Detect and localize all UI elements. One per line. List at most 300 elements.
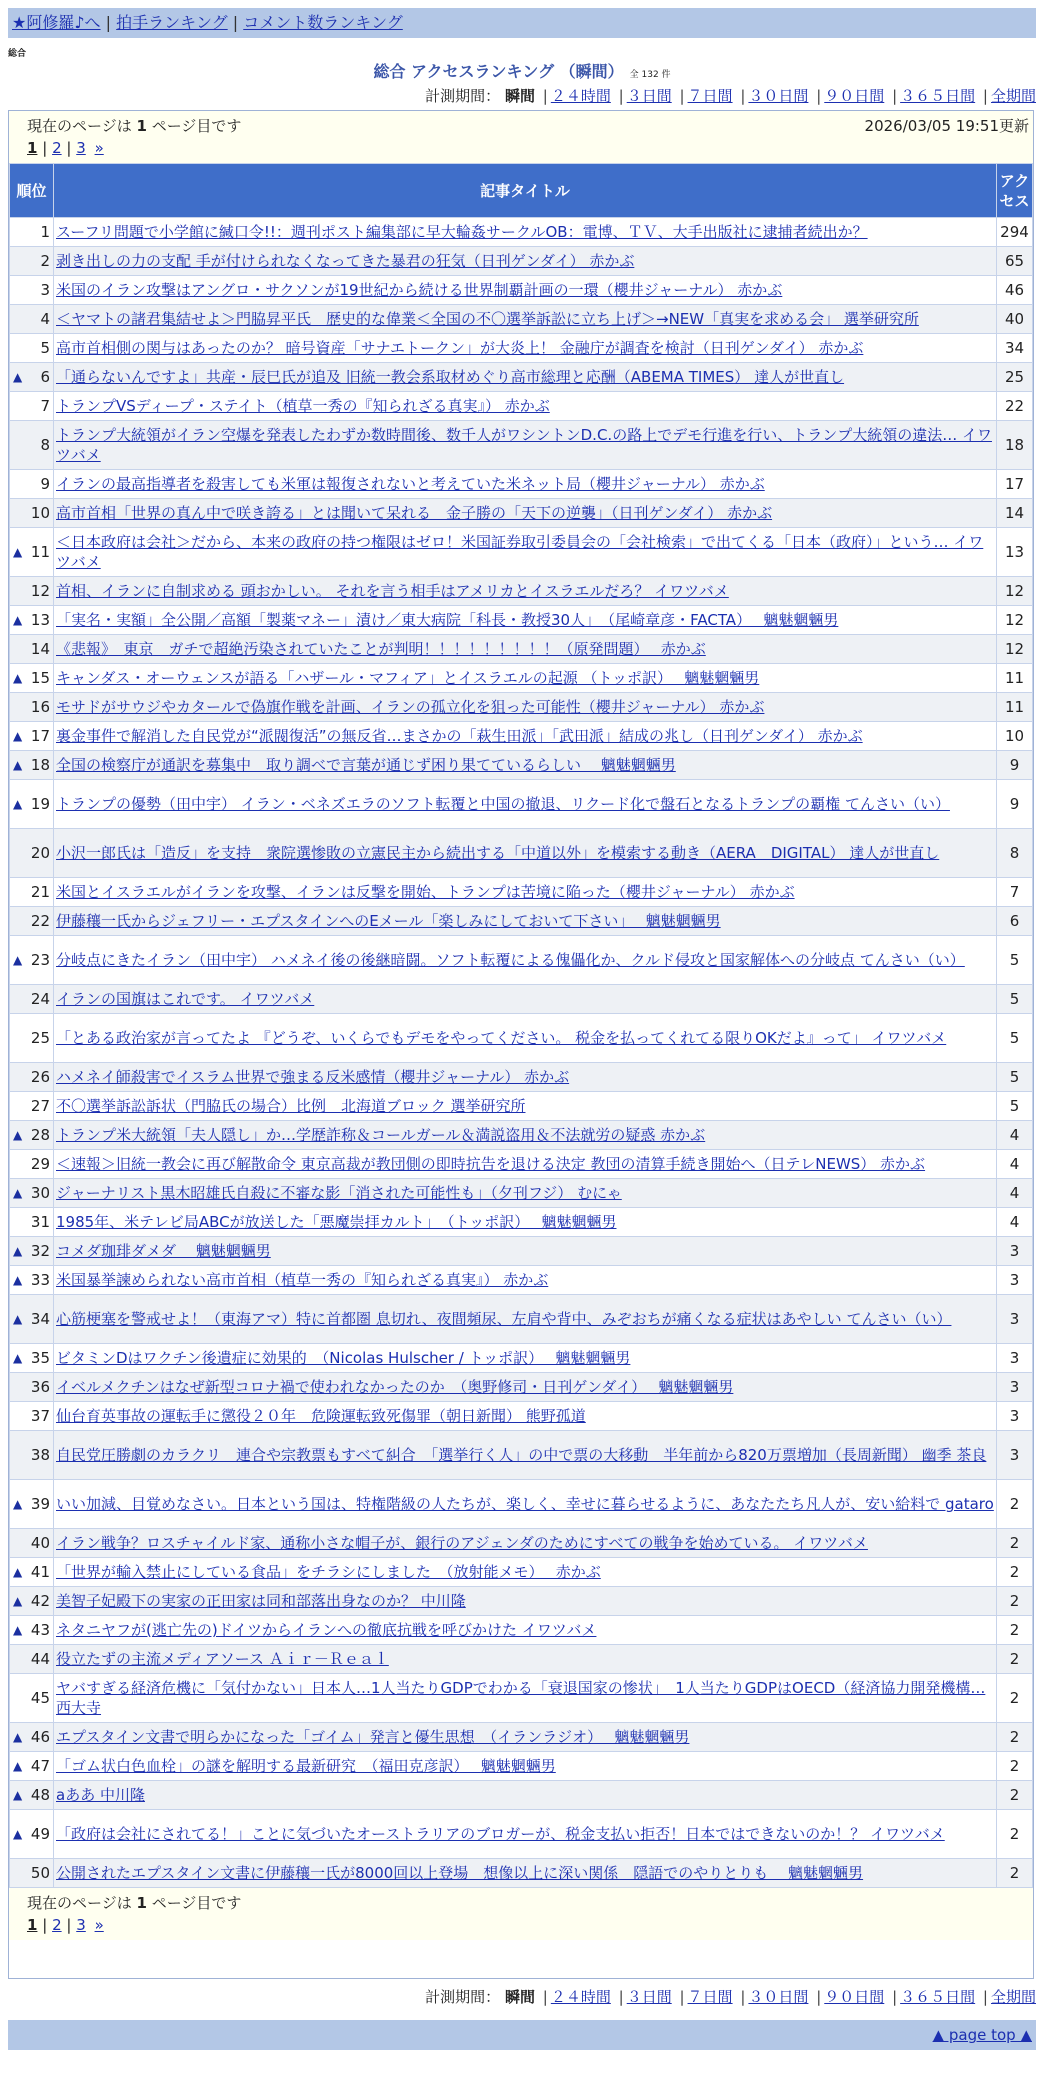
title-cell — [54, 1014, 997, 1063]
rank-header: 順位 — [10, 164, 54, 218]
title-cell — [54, 1150, 997, 1179]
table-row — [10, 1616, 1033, 1645]
up-arrow-icon: ▲ — [13, 1565, 23, 1579]
access-count: 2 — [997, 1723, 1033, 1752]
table-row — [10, 1179, 1033, 1208]
rank-number: 40 — [30, 1534, 50, 1552]
total-count: 全 132 件 — [629, 70, 671, 80]
rank-cell — [10, 722, 54, 751]
rank-number: 45 — [30, 1689, 50, 1707]
page-title: 総合 アクセスランキング （瞬間） — [373, 62, 624, 81]
access-count: 7 — [997, 878, 1033, 907]
article-link[interactable]: 役立たずの主流メディアソース Ａｉｒ－Ｒｅａｌ — [56, 1650, 389, 1668]
rank-cell — [10, 1402, 54, 1431]
pagination: 1 | 2 | 3 » — [27, 139, 104, 157]
table-row — [10, 499, 1033, 528]
article-link[interactable]: エプスタイン文書で明らかになった「ゴイム」発言と優生思想 （イランラジオ） 魑魅魍魎男 — [56, 1728, 690, 1746]
rank-number: 22 — [30, 912, 50, 930]
period-selector-bottom: 計測期間： 瞬間 | ２４時間 | ３日間 | ７日間 | ３０日間 | ９０日間 | ３６５日間 | 全期間 — [425, 1988, 1036, 2006]
rank-cell — [10, 334, 54, 363]
rank-number: 50 — [30, 1864, 50, 1882]
access-count: 9 — [997, 780, 1033, 829]
table-row — [10, 577, 1033, 606]
rank-number: 32 — [30, 1242, 50, 1260]
article-link[interactable]: トランプ米大統領「夫人隠し」か…学歴詐称＆コールガール＆満説盗用＆不法就労の疑惑 赤かぶ — [56, 1126, 706, 1144]
title-cell — [54, 247, 997, 276]
page-current: 1 — [27, 1916, 38, 1934]
period-3d[interactable]: ３日間 — [626, 87, 672, 105]
rank-number: 19 — [30, 795, 50, 813]
clap-ranking-link[interactable]: 拍手ランキング — [116, 13, 228, 32]
title-cell — [54, 1752, 997, 1781]
access-count: 13 — [997, 528, 1033, 577]
up-arrow-icon: ▲ — [13, 370, 23, 384]
rank-number: 43 — [30, 1621, 50, 1639]
rank-cell — [10, 829, 54, 878]
up-arrow-icon: ▲ — [13, 1186, 23, 1200]
article-link[interactable]: 「とある政治家が言ってたよ 『どうぞ、いくらでもデモをやってください。 税金を払ってくれてる限りOKだよ』って」 イワツバメ — [56, 1029, 947, 1047]
title-cell — [54, 1295, 997, 1344]
rank-number: 20 — [30, 844, 50, 862]
table-row — [10, 1674, 1033, 1723]
rank-number: 3 — [40, 281, 50, 299]
page-3-link[interactable]: 3 — [76, 1916, 86, 1934]
rank-cell — [10, 1344, 54, 1373]
page-top-link[interactable]: ▲ page top ▲ — [932, 2026, 1032, 2044]
table-row — [10, 664, 1033, 693]
rank-cell — [10, 1674, 54, 1723]
table-row — [10, 1752, 1033, 1781]
rank-cell — [10, 305, 54, 334]
rank-number: 48 — [30, 1786, 50, 1804]
title-cell — [54, 218, 997, 247]
access-count: 2 — [997, 1558, 1033, 1587]
access-count: 2 — [997, 1781, 1033, 1810]
access-count: 65 — [997, 247, 1033, 276]
rank-cell — [10, 1616, 54, 1645]
title-cell — [54, 1266, 997, 1295]
article-link[interactable]: ハメネイ師殺害でイスラム世界で強まる反米感情（櫻井ジャーナル） 赤かぶ — [56, 1068, 570, 1086]
page-3-link[interactable]: 3 — [76, 139, 86, 157]
article-link[interactable]: 高市首相側の関与はあったのか？ 暗号資産「サナエトークン」が大炎上！ 金融庁が調査を検討（日刊ゲンダイ） 赤かぶ — [56, 339, 864, 357]
rank-cell — [10, 1014, 54, 1063]
table-row — [10, 392, 1033, 421]
article-link[interactable]: 心筋梗塞を警戒せよ！（東海アマ）特に首都圏 息切れ、夜間頻尿、左肩や背中、みぞおちが痛くなる症状はあやしい てんさい（い） — [56, 1310, 952, 1328]
rank-number: 8 — [40, 436, 50, 454]
table-row — [10, 693, 1033, 722]
title-cell — [54, 1121, 997, 1150]
article-link[interactable]: トランプの優勢（田中宇） イラン・ベネズエラのソフト転覆と中国の撤退、リクード化で盤石となるトランプの覇権 てんさい（い） — [56, 795, 950, 813]
rank-number: 44 — [30, 1650, 50, 1668]
title-cell — [54, 878, 997, 907]
table-row — [10, 1781, 1033, 1810]
rank-number: 34 — [30, 1310, 50, 1328]
title-cell — [54, 1237, 997, 1266]
article-link[interactable]: 「世界が輸入禁止にしている食品」をチラシにしました （放射能メモ） 赤かぶ — [56, 1563, 601, 1581]
article-link[interactable]: 高市首相「世界の真ん中で咲き誇る」とは聞いて呆れる 金子勝の「天下の逆襲」（日刊ゲンダイ） 赤かぶ — [56, 504, 773, 522]
rank-cell — [10, 1092, 54, 1121]
rank-cell — [10, 936, 54, 985]
article-link[interactable]: ＜ヤマトの諸君集結せよ＞門脇昇平氏 歴史的な偉業＜全国の不〇選挙訴訟に立ち上げ＞→NEW「真実を求める会」 選挙研究所 — [56, 310, 919, 328]
article-link[interactable]: 剥き出しの力の支配 手が付けられなくなってきた暴君の狂気（日刊ゲンダイ） 赤かぶ — [56, 252, 635, 270]
rank-cell — [10, 1587, 54, 1616]
rank-number: 17 — [30, 727, 50, 745]
up-arrow-icon: ▲ — [13, 1312, 23, 1326]
rank-number: 23 — [30, 951, 50, 969]
table-row — [10, 421, 1033, 470]
table-row — [10, 528, 1033, 577]
access-count: 2 — [997, 1859, 1033, 1888]
rank-number: 5 — [40, 339, 50, 357]
article-link[interactable]: aああ 中川隆 — [56, 1786, 145, 1804]
article-link[interactable]: 米国のイラン攻撃はアングロ・サクソンが19世紀から続ける世界制覇計画の一環（櫻井ジャーナル） 赤かぶ — [56, 281, 783, 299]
rank-number: 18 — [30, 756, 50, 774]
table-row — [10, 829, 1033, 878]
current-page-text: 現在のページは 1 ページ目です — [27, 1894, 242, 1912]
page-title-row — [8, 62, 1036, 85]
rank-cell — [10, 1237, 54, 1266]
article-link[interactable]: スーフリ問題で小学館に緘口令!!：週刊ポスト編集部に早大輪姦サークルOB：電博、ＴＶ、大手出版社に逮捕者続出か？ — [56, 223, 868, 241]
title-cell — [54, 1674, 997, 1723]
up-arrow-icon: ▲ — [13, 729, 23, 743]
title-cell — [54, 1810, 997, 1859]
access-count: 2 — [997, 1645, 1033, 1674]
title-cell — [54, 751, 997, 780]
ranking-box — [8, 110, 1034, 1979]
title-cell — [54, 606, 997, 635]
access-count: 3 — [997, 1344, 1033, 1373]
access-count: 3 — [997, 1295, 1033, 1344]
up-arrow-icon: ▲ — [13, 1730, 23, 1744]
article-link[interactable]: ネタニヤフが(逃亡先の)ドイツからイランへの徹底抗戦を呼びかけた イワツバメ — [56, 1621, 597, 1639]
title-cell — [54, 907, 997, 936]
rank-number: 24 — [30, 990, 50, 1008]
rank-number: 38 — [30, 1446, 50, 1464]
title-header: 記事タイトル — [54, 164, 997, 218]
up-arrow-icon: ▲ — [13, 758, 23, 772]
period-30d[interactable]: ３０日間 — [748, 1988, 809, 2006]
rank-cell — [10, 751, 54, 780]
title-cell — [54, 470, 997, 499]
rank-cell — [10, 1480, 54, 1529]
rank-number: 46 — [30, 1728, 50, 1746]
rank-cell — [10, 693, 54, 722]
next-page-link[interactable]: » — [94, 1916, 104, 1934]
up-arrow-icon: ▲ — [13, 1623, 23, 1637]
table-row — [10, 606, 1033, 635]
rank-cell — [10, 528, 54, 577]
table-row — [10, 1529, 1033, 1558]
title-cell — [54, 1063, 997, 1092]
title-cell — [54, 1558, 997, 1587]
period-365d[interactable]: ３６５日間 — [900, 87, 976, 105]
up-arrow-icon: ▲ — [13, 545, 23, 559]
article-link[interactable]: 裏金事件で解消した自民党が“派閥復活”の無反省…まさかの「萩生田派」「武田派」結成の兆し（日刊ゲンダイ） 赤かぶ — [56, 727, 863, 745]
period-selector-top: 計測期間： 瞬間 | ２４時間 | ３日間 | ７日間 | ３０日間 | ９０日間 | ３６５日間 | 全期間 — [425, 87, 1036, 105]
rank-number: 26 — [30, 1068, 50, 1086]
title-cell — [54, 936, 997, 985]
table-row — [10, 1645, 1033, 1674]
title-cell — [54, 577, 997, 606]
rank-cell — [10, 1781, 54, 1810]
table-row — [10, 985, 1033, 1014]
rank-cell — [10, 1208, 54, 1237]
access-count: 5 — [997, 1014, 1033, 1063]
rank-number: 25 — [30, 1029, 50, 1047]
article-link[interactable]: 「ゴム状白色血栓」の謎を解明する最新研究 （福田克彦訳） 魑魅魍魎男 — [56, 1757, 556, 1775]
article-link[interactable]: 米国暴挙諫められない高市首相（植草一秀の『知られざる真実』） 赤かぶ — [56, 1271, 549, 1289]
title-cell — [54, 334, 997, 363]
period-3d[interactable]: ３日間 — [626, 1988, 672, 2006]
article-link[interactable]: 仙台育英事故の運転手に懲役２０年 危険運転致死傷罪（朝日新聞） 熊野孤道 — [56, 1407, 586, 1425]
article-link[interactable]: キャンダス・オーウェンスが語る「ハザール・マフィア」とイスラエルの起源 （トッポ訳） 魑魅魍魎男 — [56, 669, 760, 687]
table-row — [10, 276, 1033, 305]
table-row — [10, 305, 1033, 334]
access-count: 2 — [997, 1616, 1033, 1645]
access-count: 46 — [997, 276, 1033, 305]
access-count: 2 — [997, 1587, 1033, 1616]
rank-number: 16 — [30, 698, 50, 716]
rank-number: 49 — [30, 1825, 50, 1843]
updated-time: 2026/03/05 19:51更新 — [864, 117, 1029, 135]
up-arrow-icon: ▲ — [13, 671, 23, 685]
access-count: 2 — [997, 1752, 1033, 1781]
article-link[interactable]: 不〇選挙訴訟訴状（門脇氏の場合）比例 北海道ブロック 選挙研究所 — [56, 1097, 526, 1115]
rank-cell — [10, 1121, 54, 1150]
rank-number: 1 — [40, 223, 50, 241]
access-count: 40 — [997, 305, 1033, 334]
access-count: 294 — [997, 218, 1033, 247]
up-arrow-icon: ▲ — [13, 953, 23, 967]
up-arrow-icon: ▲ — [13, 797, 23, 811]
article-link[interactable]: 首相、イランに自制求める 頭おかしい。 それを言う相手はアメリカとイスラエルだろ？ イワツバメ — [56, 582, 729, 600]
rank-number: 47 — [30, 1757, 50, 1775]
title-cell — [54, 1402, 997, 1431]
next-page-link[interactable]: » — [94, 139, 104, 157]
category-heading: 総合 — [8, 49, 27, 59]
access-count: 25 — [997, 363, 1033, 392]
up-arrow-icon: ▲ — [13, 1128, 23, 1142]
title-cell — [54, 392, 997, 421]
footer-bar — [8, 2020, 1036, 2050]
table-row — [10, 878, 1033, 907]
title-cell — [54, 664, 997, 693]
article-link[interactable]: 小沢一郎氏は「造反」を支持 衆院選惨敗の立憲民主から続出する「中道以外」を模索する動き（AERA DIGITAL） 達人が世直し — [56, 844, 940, 862]
article-link[interactable]: 美智子妃殿下の実家の正田家は同和部落出身なのか？ 中川隆 — [56, 1592, 466, 1610]
article-link[interactable]: 公開されたエプスタイン文書に伊藤穰一氏が8000回以上登場 想像以上に深い関係 隠語でのやりとりも 魑魅魍魎男 — [56, 1864, 864, 1882]
rank-cell — [10, 392, 54, 421]
table-row — [10, 1558, 1033, 1587]
rank-cell — [10, 1529, 54, 1558]
article-link[interactable]: いい加減、目覚めなさい。日本という国は、特権階級の人たちが、楽しく、幸せに暮らせるように、あなたたち凡人が、安い給料で gataro — [56, 1495, 994, 1513]
article-link[interactable]: 米国とイスラエルがイランを攻撃、イランは反撃を開始、トランプは苦境に陥った（櫻井ジャーナル） 赤かぶ — [56, 883, 795, 901]
article-link[interactable]: イラン戦争？ロスチャイルド家、通称小さな帽子が、銀行のアジェンダのためにすべての戦争を始めている。 イワツバメ — [56, 1534, 868, 1552]
table-row — [10, 1237, 1033, 1266]
article-link[interactable]: 分岐点にきたイラン（田中宇） ハメネイ後の後継暗闘。ソフト転覆による傀儡化か、クルド侵攻と国家解体への分岐点 てんさい（い） — [56, 951, 965, 969]
rank-number: 39 — [30, 1495, 50, 1513]
rank-cell — [10, 1179, 54, 1208]
table-row — [10, 1859, 1033, 1888]
home-link[interactable]: ★阿修羅♪へ — [12, 13, 101, 32]
article-link[interactable]: 「政府は会社にされてる！」ことに気づいたオーストラリアのブロガーが、税金支払い拒否！日本ではできないのか！？ イワツバメ — [56, 1825, 945, 1843]
article-link[interactable]: モサドがサウジやカタールで偽旗作戦を計画、イランの孤立化を狙った可能性（櫻井ジャーナル） 赤かぶ — [56, 698, 765, 716]
table-row — [10, 363, 1033, 392]
rank-number: 6 — [40, 368, 50, 386]
access-count: 22 — [997, 392, 1033, 421]
access-count: 4 — [997, 1208, 1033, 1237]
rank-cell — [10, 606, 54, 635]
article-link[interactable]: イベルメクチンはなぜ新型コロナ禍で使われなかったのか （奥野修司・日刊ゲンダイ） 魑魅魍魎男 — [56, 1378, 734, 1396]
rank-cell — [10, 635, 54, 664]
period-7d[interactable]: ７日間 — [687, 1988, 733, 2006]
top-nav — [8, 8, 1036, 38]
access-count: 5 — [997, 1092, 1033, 1121]
article-link[interactable]: 1985年、米テレビ局ABCが放送した「悪魔崇拝カルト」 （トッポ訳） 魑魅魍魎男 — [56, 1213, 617, 1231]
period-current: 瞬間 — [504, 1988, 535, 2006]
rank-cell — [10, 1266, 54, 1295]
period-24h[interactable]: ２４時間 — [550, 87, 611, 105]
table-row — [10, 722, 1033, 751]
rank-number: 31 — [30, 1213, 50, 1231]
period-7d[interactable]: ７日間 — [687, 87, 733, 105]
period-all[interactable]: 全期間 — [990, 1988, 1036, 2006]
access-count: 3 — [997, 1402, 1033, 1431]
access-count: 12 — [997, 577, 1033, 606]
rank-cell — [10, 218, 54, 247]
title-cell — [54, 1723, 997, 1752]
article-link[interactable]: イランの国旗はこれです。 イワツバメ — [56, 990, 315, 1008]
up-arrow-icon: ▲ — [13, 1351, 23, 1365]
rank-cell — [10, 499, 54, 528]
title-cell — [54, 276, 997, 305]
access-count: 3 — [997, 1266, 1033, 1295]
rank-number: 35 — [30, 1349, 50, 1367]
access-count: 3 — [997, 1237, 1033, 1266]
rank-cell — [10, 1373, 54, 1402]
title-cell — [54, 1344, 997, 1373]
table-row — [10, 1014, 1033, 1063]
up-arrow-icon: ▲ — [13, 1788, 23, 1802]
up-arrow-icon: ▲ — [13, 613, 23, 627]
rank-number: 29 — [30, 1155, 50, 1173]
rank-cell — [10, 247, 54, 276]
table-row — [10, 1431, 1033, 1480]
title-cell — [54, 985, 997, 1014]
period-90d[interactable]: ９０日間 — [824, 1988, 885, 2006]
period-all[interactable]: 全期間 — [990, 87, 1036, 105]
table-row — [10, 334, 1033, 363]
comment-ranking-link[interactable]: コメント数ランキング — [243, 13, 403, 32]
article-link[interactable]: ビタミンDはワクチン後遺症に効果的 （Nicolas Hulscher / トッポ訳） 魑魅魍魎男 — [56, 1349, 631, 1367]
title-cell — [54, 1092, 997, 1121]
period-24h[interactable]: ２４時間 — [550, 1988, 611, 2006]
access-count: 11 — [997, 693, 1033, 722]
rank-number: 42 — [30, 1592, 50, 1610]
access-count: 12 — [997, 635, 1033, 664]
table-row — [10, 907, 1033, 936]
rank-number: 10 — [30, 504, 50, 522]
table-row — [10, 1373, 1033, 1402]
article-link[interactable]: ジャーナリスト黒木昭雄氏自殺に不審な影「消された可能性も」（夕刊フジ） むにゃ — [56, 1184, 622, 1202]
rank-cell — [10, 907, 54, 936]
access-count: 9 — [997, 751, 1033, 780]
page-current: 1 — [27, 139, 38, 157]
title-cell — [54, 1373, 997, 1402]
table-row — [10, 936, 1033, 985]
period-90d[interactable]: ９０日間 — [824, 87, 885, 105]
access-count: 2 — [997, 1529, 1033, 1558]
page-2-link[interactable]: 2 — [52, 139, 62, 157]
rank-number: 21 — [30, 883, 50, 901]
table-row — [10, 1480, 1033, 1529]
access-count: 34 — [997, 334, 1033, 363]
article-link[interactable]: 全国の検察庁が通訳を募集中 取り調べで言葉が通じず困り果てているらしい 魑魅魍魎男 — [56, 756, 676, 774]
rank-cell — [10, 1723, 54, 1752]
ranking-rows — [10, 218, 1033, 1888]
rank-cell — [10, 421, 54, 470]
title-cell — [54, 693, 997, 722]
access-count: 5 — [997, 985, 1033, 1014]
rank-cell — [10, 1558, 54, 1587]
title-cell — [54, 1529, 997, 1558]
page-2-link[interactable]: 2 — [52, 1916, 62, 1934]
access-count: 4 — [997, 1179, 1033, 1208]
title-cell — [54, 780, 997, 829]
article-link[interactable]: ＜速報＞旧統一教会に再び解散命令 東京高裁が教団側の即時抗告を退ける決定 教団の清算手続き開始へ（日テレNEWS） 赤かぶ — [56, 1155, 926, 1173]
up-arrow-icon: ▲ — [13, 1759, 23, 1773]
rank-cell — [10, 1810, 54, 1859]
article-link[interactable]: コメダ珈琲ダメダ 魑魅魍魎男 — [56, 1242, 271, 1260]
article-link[interactable]: 「通らないんですよ」共産・辰巳氏が追及 旧統一教会系取材めぐり高市総理と応酬（ABEMA TIMES） 達人が世直し — [56, 368, 845, 386]
article-link[interactable]: ＜日本政府は会社＞だから、本来の政府の持つ権限はゼロ！米国証券取引委員会の「会社検索」で出てくる「日本（政府）」という… イワツバメ — [56, 533, 984, 571]
article-link[interactable]: イランの最高指導者を殺害しても米軍は報復されないと考えていた米ネット局（櫻井ジャーナル） 赤かぶ — [56, 475, 765, 493]
article-link[interactable]: 伊藤穰一氏からジェフリー・エプスタインへのEメール「楽しみにしておいて下さい」 魑魅魍魎男 — [56, 912, 721, 930]
title-cell — [54, 1587, 997, 1616]
access-count: 18 — [997, 421, 1033, 470]
article-link[interactable]: 自民党圧勝劇のカラクリ 連合や宗教票もすべて糾合 「選挙行く人」の中で票の大移動 半年前から820万票増加（長周新聞） 幽季 茶良 — [56, 1446, 987, 1464]
rank-cell — [10, 1295, 54, 1344]
period-365d[interactable]: ３６５日間 — [900, 1988, 976, 2006]
title-cell — [54, 635, 997, 664]
title-cell — [54, 1781, 997, 1810]
article-link[interactable]: 「実名・実額」全公開／高額「製薬マネー」漬け／東大病院「科長・教授30人」 （尾崎章彦・FACTA） 魑魅魍魎男 — [56, 611, 839, 629]
period-30d[interactable]: ３０日間 — [748, 87, 809, 105]
access-count: 5 — [997, 936, 1033, 985]
rank-number: 28 — [30, 1126, 50, 1144]
access-count: 12 — [997, 606, 1033, 635]
table-row — [10, 470, 1033, 499]
rank-cell — [10, 276, 54, 305]
table-row — [10, 1150, 1033, 1179]
table-row — [10, 1295, 1033, 1344]
article-link[interactable]: ヤバすぎる経済危機に「気付かない」日本人…1人当たりGDPでわかる「衰退国家の惨状」 1人当たりGDPはOECD（経済協力開発機構… 西大寺 — [56, 1679, 986, 1717]
nav-separator: | — [232, 13, 239, 32]
title-cell — [54, 1859, 997, 1888]
title-cell — [54, 1616, 997, 1645]
title-cell — [54, 1480, 997, 1529]
article-link[interactable]: トランプVSディープ・ステイト（植草一秀の『知られざる真実』） 赤かぶ — [56, 397, 550, 415]
title-cell — [54, 1645, 997, 1674]
article-link[interactable]: 《悲報》 東京 ガチで超絶汚染されていたことが判明！！！！！！！！！（原発問題） 赤かぶ — [56, 640, 706, 658]
table-row — [10, 1587, 1033, 1616]
table-row — [10, 218, 1033, 247]
article-link[interactable]: トランプ大統領がイラン空爆を発表したわずか数時間後、数千人がワシントンD.C.の路上でデモ行進を行い、トランプ大統領の違法… イワツバメ — [56, 426, 992, 464]
rank-number: 37 — [30, 1407, 50, 1425]
rank-cell — [10, 1859, 54, 1888]
access-count: 2 — [997, 1810, 1033, 1859]
access-count: 4 — [997, 1121, 1033, 1150]
rank-cell — [10, 1645, 54, 1674]
